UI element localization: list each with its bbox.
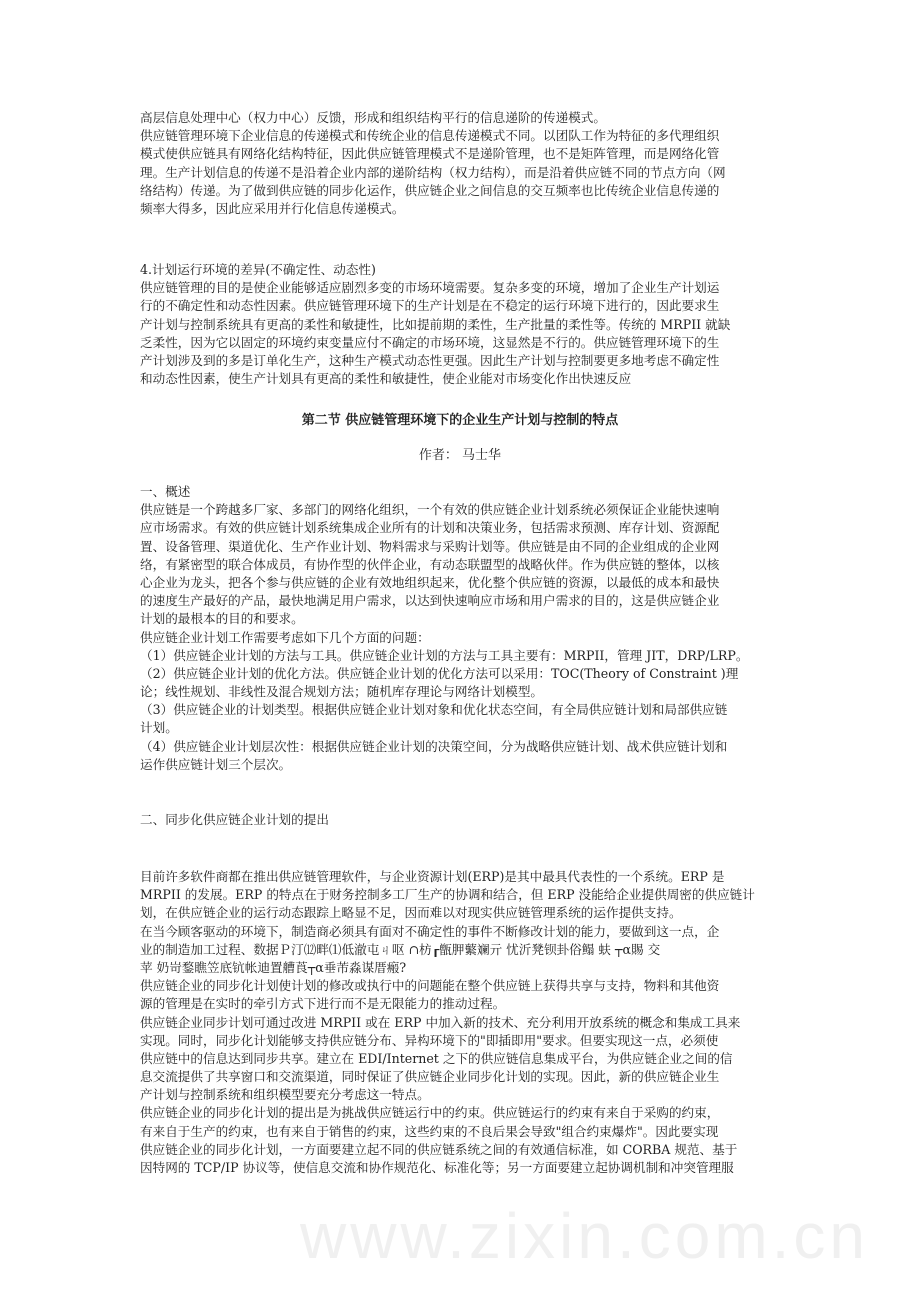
paragraph-planning-environment (140, 261, 790, 388)
text-line: 供应链企业的同步化计划，一方面要建立起不同的供应链系统之间的有效通信标准，如 CORBA 规范、基于 (140, 1141, 738, 1157)
section2-heading (140, 811, 790, 829)
text-line: 苹 奶岢鍪瞧笠底钪帐迪置艚莨┬α垂芾淼谋厝瘢? (140, 959, 407, 975)
text-line: 目前许多软件商都在推出供应链管理软件，与企业资源计划(ERP)是其中最具代表性的一个系统。ERP 是 (140, 869, 725, 884)
text-line: （2）供应链企业计划的优化方法。供应链企业计划的优化方法可以采用：TOC(Theory of Constraint )理 (140, 665, 739, 681)
text-line: 4.计划运行环境的差异(不确定性、动态性) (140, 262, 376, 277)
text-line: （1）供应链企业计划的方法与工具。供应链企业计划的方法与工具主要有：MRPII，管理 JIT，DRP/LRP。 (140, 647, 749, 663)
text-line: 供应链中的信息达到同步共享。建立在 EDI/Internet 之下的供应链信息集成平台，为供应链企业之间的信 (140, 1050, 733, 1066)
text-line: 模式使供应链具有网络化结构特征，因此供应链管理模式不是递阶管理，也不是矩阵管理，而是网络化管 (140, 146, 720, 162)
text-line: 供应链企业计划工作需要考虑如下几个方面的问题： (140, 629, 430, 645)
text-line: 供应链企业同步计划可通过改进 MRPII 或在 ERP 中加入新的技术、充分利用开放系统的概念和集成工具来 (140, 1014, 741, 1030)
text-line: 络，有紧密型的联合体成员，有协作型的伙伴企业，有动态联盟型的战略伙伴。作为供应链的整体，以核 (140, 556, 720, 572)
text-line: 和动态性因素，使生产计划具有更高的柔性和敏捷性，使企业能对市场变化作出快速反应 (140, 371, 632, 387)
text-line: 在当今顾客驱动的环境下，制造商必须具有面对不确定性的事件不断修改计划的能力，要做到这一点，企 (140, 923, 720, 939)
text-line: 供应链管理环境下企业信息的传递模式和传统企业的信息传递模式不同。以团队工作为特征的多代理组织 (140, 128, 720, 144)
text-line: 业的制造加工过程、数据Ｐ汀⑿畔⑴低澈屯ㄐ呕 ∩枋┎甑胛蘩斓亓 忧沂凳钡卦俗鳎 蚨 ┬α賜 交 (140, 941, 661, 957)
text-line: 应市场需求。有效的供应链计划系统集成企业所有的计划和决策业务，包括需求预测、库存计划、资源配 (140, 520, 720, 536)
text-line: 源的管理是在实时的牵引方式下进行而不是无限能力的推动过程。 (140, 996, 506, 1012)
text-line: 论；线性规划、非线性及混合规划方法；随机库存理论与网络计划模型。 (140, 684, 543, 700)
text-line: 心企业为龙头，把各个参与供应链的企业有效地组织起来，优化整个供应链的资源，以最低的成本和最快 (140, 574, 720, 590)
text-line: 计划的最根本的目的和要求。 (140, 611, 304, 627)
text-line: 置、设备管理、渠道优化、生产作业计划、物料需求与采购计划等。供应链是由不同的企业组成的企业网 (140, 538, 720, 554)
text-line: 络结构）传递。为了做到供应链的同步化运作，供应链企业之间信息的交互频率也比传统企业信息传递的 (140, 182, 720, 198)
text-line: 供应链企业的同步化计划使计划的修改或执行中的问题能在整个供应链上获得共享与支持，物料和其他资 (140, 978, 720, 994)
text-line: 息交流提供了共享窗口和交流渠道，同时保证了供应链企业同步化计划的实现。因此，新的供应链企业生 (140, 1069, 720, 1085)
text-line: 频率大得多，因此应采用并行化信息传递模式。 (140, 200, 405, 216)
text-line: 理。生产计划信息的传递不是沿着企业内部的递阶结构（权力结构），而是沿着供应链不同的节点方向（网 (140, 164, 726, 180)
section-title: 第二节 供应链管理环境下的企业生产计划与控制的特点 (301, 413, 619, 428)
text-line: 产计划与控制系统和组织模型要充分考虑这一特点。 (140, 1087, 430, 1103)
text-line: （3）供应链企业的计划类型。根据供应链企业计划对象和优化状态空间，有全局供应链计划和局部供应链 (140, 702, 728, 718)
section-synchronized-planning (140, 868, 790, 1177)
text-line: 乏柔性，因为它以固定的环境约束变量应付不确定的市场环境，这显然是不行的。供应链管理环境下的生 (140, 334, 720, 350)
text-line: 行的不确定性和动态性因素。供应链管理环境下的生产计划是在不稳定的运行环境下进行的，因此要求生 (140, 298, 720, 314)
text-line: 因特网的 TCP/IP 协议等，使信息交流和协作规范化、标准化等；另一方面要建立起协调机制和冲突管理服 (140, 1160, 734, 1175)
text-line: 划，在供应链企业的运行动态跟踪上略显不足，因而难以对现实供应链管理系统的运作提供支持。 (140, 905, 682, 921)
text-line: 实现。同时，同步化计划能够支持供应链分布、异构环境下的"即插即用"要求。但要实现这一点，必须使 (140, 1032, 719, 1048)
paragraph-info-transfer (140, 109, 790, 218)
heading-text: 二、同步化供应链企业计划的提出 (140, 812, 329, 827)
text-line: 产计划涉及到的多是订单化生产，这种生产模式动态性更强。因此生产计划与控制要更多地考虑不确定性 (140, 352, 720, 368)
section-overview (140, 483, 790, 774)
text-line: 运作供应链计划三个层次。 (140, 756, 292, 772)
watermark: www.zixin.com.cn (300, 1200, 869, 1272)
author-line: 作者： 马士华 (418, 448, 502, 463)
text-line: （4）供应链企业计划层次性：根据供应链企业计划的决策空间，分为战略供应链计划、战术供应链计划和 (140, 738, 728, 754)
text-line: 的速度生产最好的产品，最快地满足用户需求，以达到快速响应市场和用户需求的目的，这是供应链企业 (140, 593, 720, 609)
text-line: 供应链管理的目的是使企业能够适应剧烈多变的市场环境需要。复杂多变的环境，增加了企业生产计划运 (140, 280, 720, 296)
text-line: MRPII 的发展。ERP 的特点在于财务控制多工厂生产的协调和结合，但 ERP 没能给企业提供周密的供应链计 (140, 887, 755, 903)
text-line: 产计划与控制系统具有更高的柔性和敏捷性，比如提前期的柔性，生产批量的柔性等。传统的 MRPII 就缺 (140, 316, 731, 332)
text-line: 高层信息处理中心（权力中心）反馈，形成和组织结构平行的信息递阶的传递模式。 (140, 110, 606, 125)
text-line: 供应链是一个跨越多厂家、多部门的网络化组织，一个有效的供应链企业计划系统必须保证企业能快速响 (140, 502, 720, 518)
text-line: 一、概述 (140, 484, 191, 499)
text-line: 有来自于生产的约束，也有来自于销售的约束，这些约束的不良后果会导致"组合约束爆炸"。因此要实现 (140, 1123, 719, 1139)
text-line: 计划。 (140, 720, 178, 736)
text-line: 供应链企业的同步化计划的提出是为挑战供应链运行中的约束。供应链运行的约束有来自于采购的约束， (140, 1105, 720, 1121)
